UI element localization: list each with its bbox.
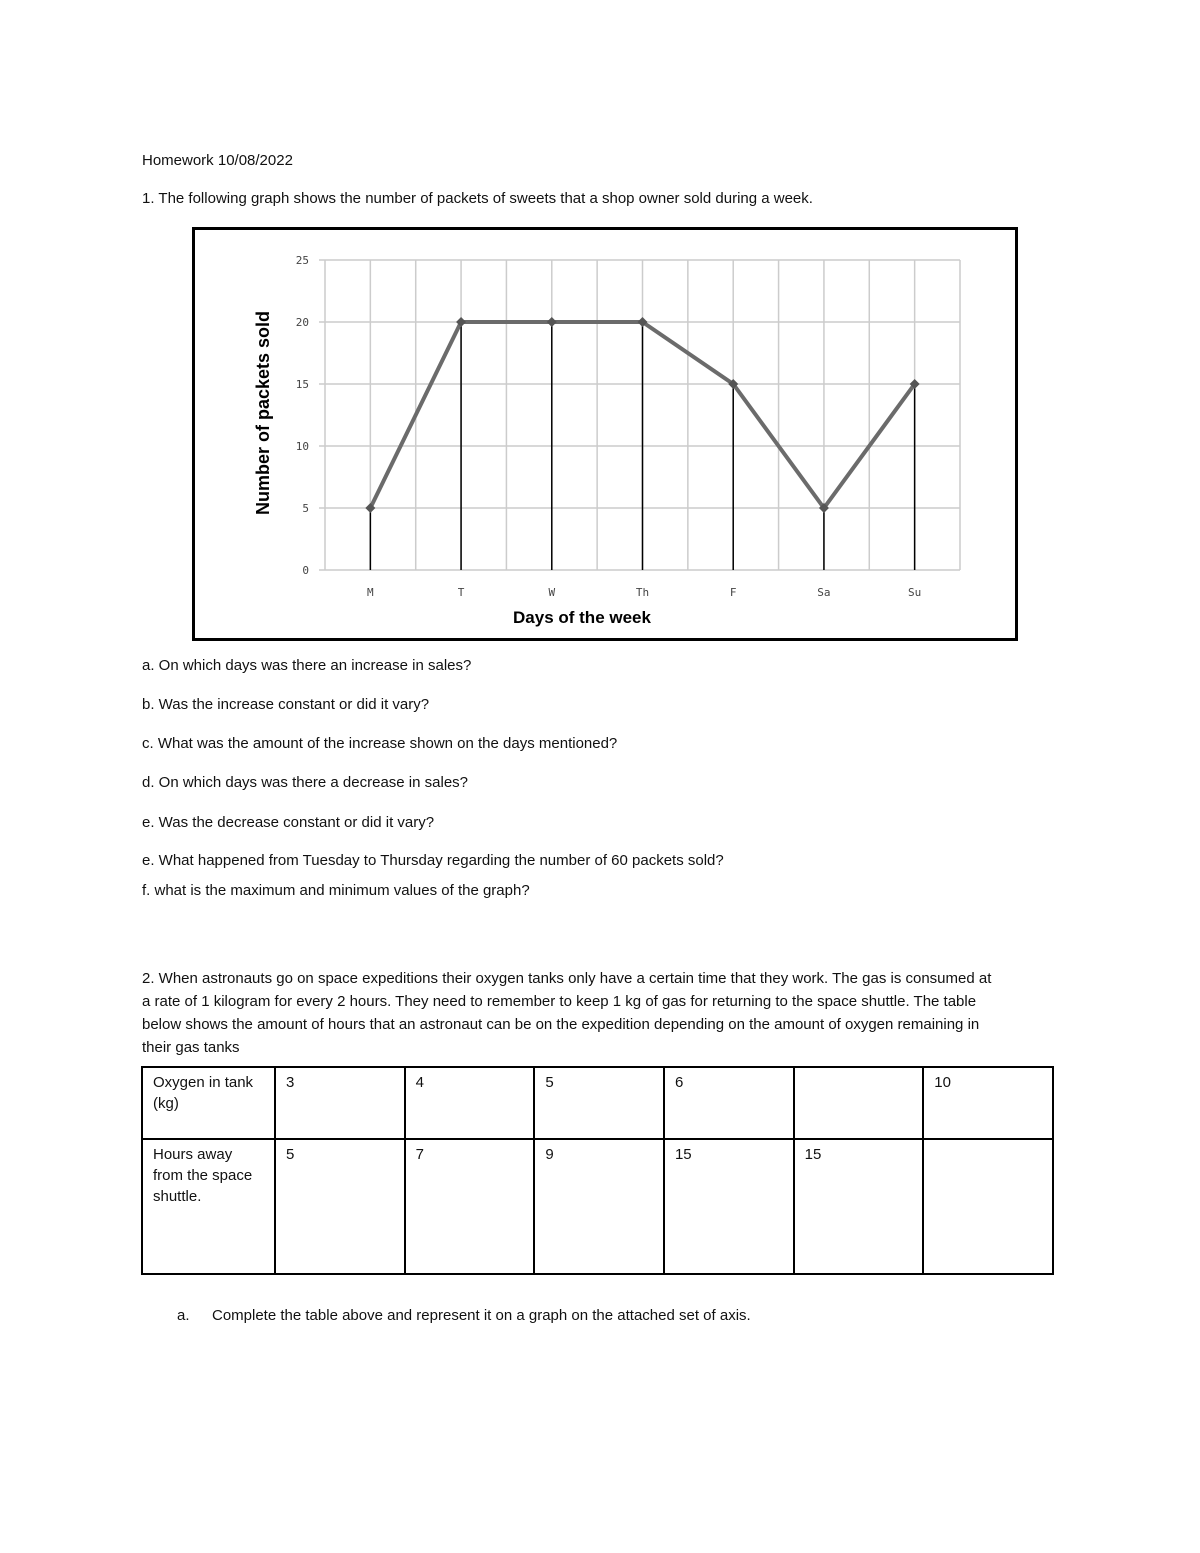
y-axis-label: Number of packets sold [253,310,273,516]
x-tick-label: F [729,586,737,599]
data-point [547,317,557,327]
table-row [142,1067,1053,1139]
question-1-intro: 1. The following graph shows the number of packets of sweets that a shop owner sold during a week. [142,190,813,207]
oxygen-table [141,1066,1054,1275]
question-1b: b. Was the increase constant or did it vary? [142,696,430,713]
question-1a: a. On which days was there an increase in sales? [142,657,472,674]
row-header-hours: Hours away from the space shuttle. [142,1139,275,1274]
question-2a-label: a. [177,1307,190,1324]
y-tick-label: 0 [302,564,309,577]
question-1c: c. What was the amount of the increase shown on the days mentioned? [142,735,618,752]
x-tick-label: Th [635,586,650,599]
table-cell: 15 [794,1139,924,1274]
table-cell: 5 [534,1067,664,1139]
question-1e: e. Was the decrease constant or did it vary? [142,814,435,831]
y-tick-label: 15 [295,378,309,391]
x-tick-label: W [548,586,556,599]
question-1e-second: e. What happened from Tuesday to Thursday regarding the number of 60 packets sold? [142,852,724,869]
y-tick-label: 5 [302,502,309,515]
y-tick-label: 10 [295,440,309,453]
sales-line-chart [195,230,1015,638]
table-cell: 15 [664,1139,794,1274]
row-header-oxygen: Oxygen in tank (kg) [142,1067,275,1139]
table-cell: 5 [275,1139,405,1274]
question-2-intro: 2. When astronauts go on space expeditions their oxygen tanks only have a certain time that they work. The gas is consumed at a rate of 1 kilogram for every 2 hours. They need to remember to keep 1 kg of gas for returning to the space shuttle. The table below shows the amount of hours that an astronaut can be on the expedition depending on the amount of oxygen remaining in their gas tanks [142,970,992,1056]
table-cell: 3 [275,1067,405,1139]
y-tick-label: 20 [295,316,309,329]
table-cell: 9 [534,1139,664,1274]
x-tick-label: Sa [817,586,831,599]
table-row [142,1139,1053,1274]
question-1d: d. On which days was there a decrease in sales? [142,774,469,791]
question-2a-text: Complete the table above and represent it on a graph on the attached set of axis. [212,1307,751,1324]
table-cell: 10 [923,1067,1053,1139]
table-cell [923,1139,1053,1274]
table-cell: 7 [405,1139,535,1274]
sales-chart [192,227,1018,641]
x-tick-label: Su [908,586,922,599]
question-1f: f. what is the maximum and minimum values of the graph? [142,882,530,899]
table-cell [794,1067,924,1139]
question-2a [177,1307,751,1325]
x-tick-label: M [367,586,374,599]
page-title: Homework 10/08/2022 [142,152,293,169]
x-tick-label: T [457,586,465,599]
table-cell: 6 [664,1067,794,1139]
x-axis-label: Days of the week [513,608,651,627]
y-tick-label: 25 [295,254,309,267]
table-cell: 4 [405,1067,535,1139]
